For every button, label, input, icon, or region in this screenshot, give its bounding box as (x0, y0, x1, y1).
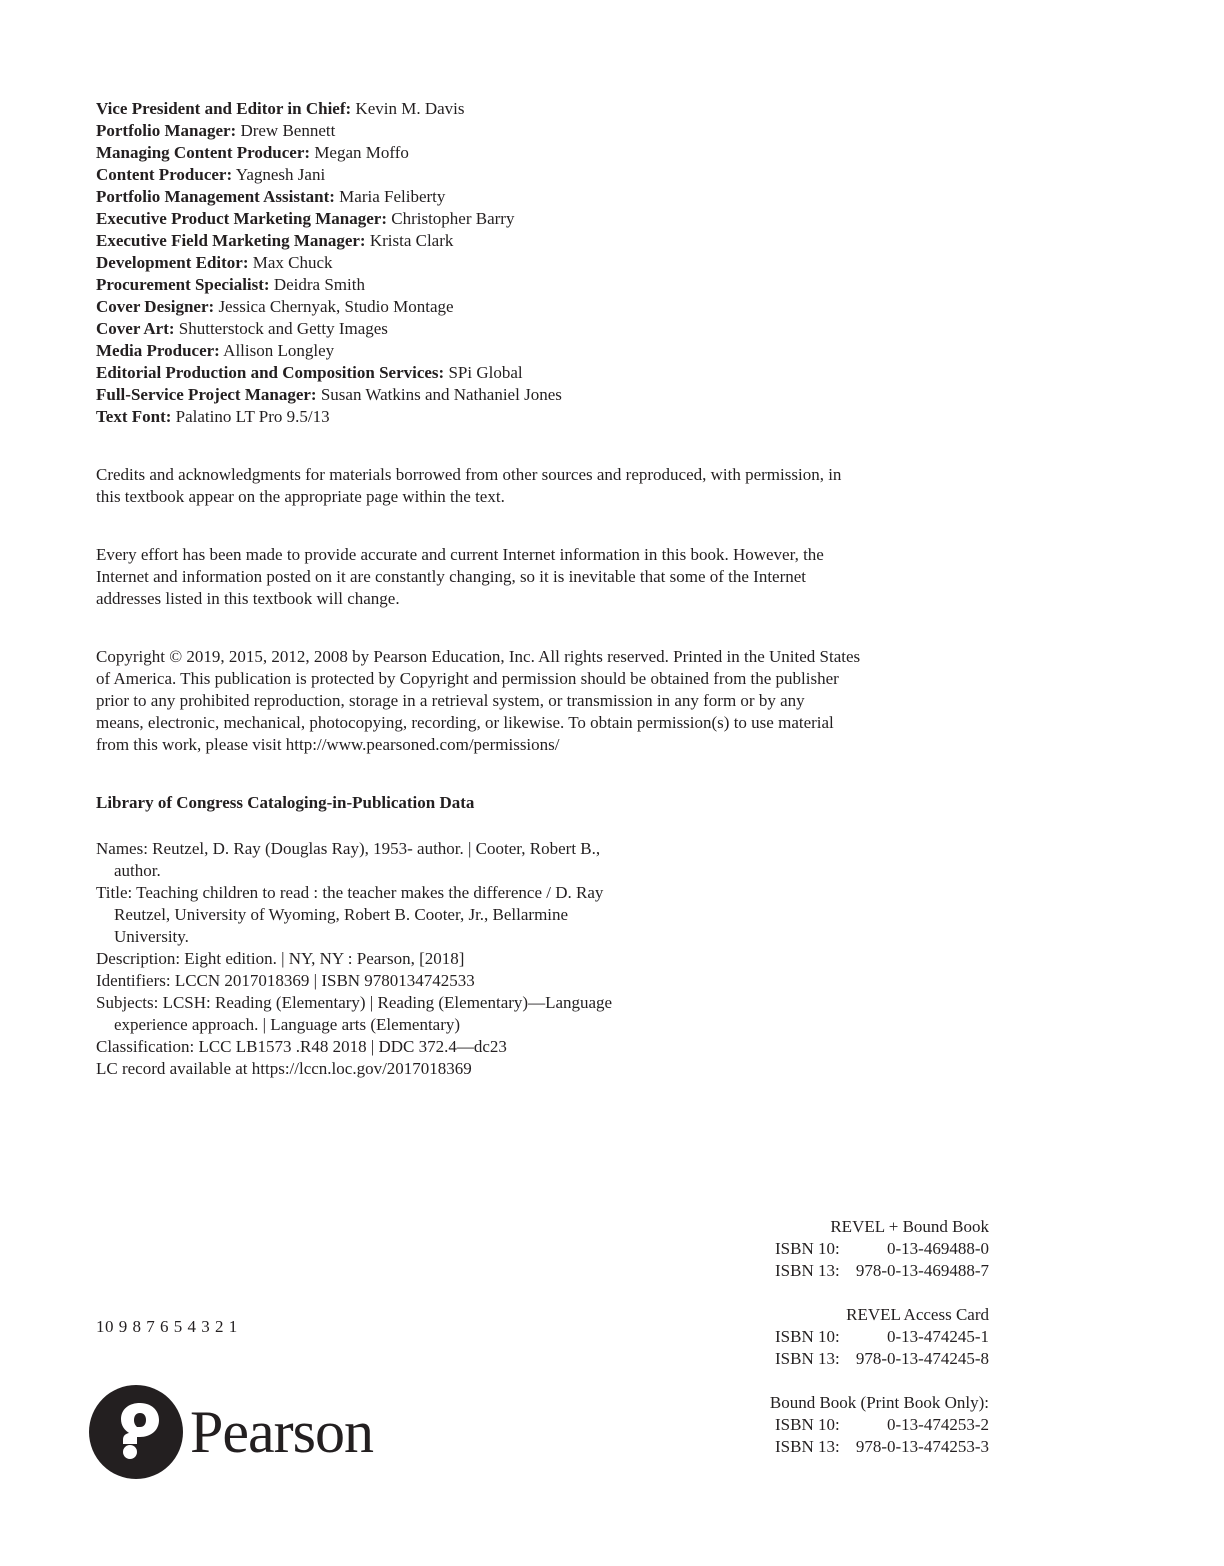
credit-line (96, 340, 996, 362)
isbn-row (729, 1260, 989, 1282)
isbn-row (729, 1414, 989, 1436)
credit-role: Content Producer: (96, 165, 233, 184)
paragraph-line: of America. This publication is protected by Copyright and permission should be obtained from the publisher (96, 669, 839, 688)
credit-line (96, 252, 996, 274)
cip-line: University. (114, 927, 189, 946)
credit-role: Portfolio Management Assistant: (96, 187, 335, 206)
credit-line (96, 274, 996, 296)
credit-line (96, 186, 996, 208)
cip-line: Reutzel, University of Wyoming, Robert B. Cooter, Jr., Bellarmine (114, 905, 569, 924)
credits-acknowledgment-paragraph (96, 464, 996, 508)
isbn-block (729, 1304, 989, 1370)
paragraph-line: this textbook appear on the appropriate page within the text. (96, 487, 505, 506)
isbn-row (729, 1348, 989, 1370)
credit-role: Cover Art: (96, 319, 175, 338)
credit-role: Development Editor: (96, 253, 249, 272)
cip-line: experience approach. | Language arts (Elementary) (114, 1015, 461, 1034)
credit-line (96, 120, 996, 142)
credit-role: Vice President and Editor in Chief: (96, 99, 352, 118)
isbn-label: ISBN 13: (775, 1437, 840, 1456)
credit-role: Executive Product Marketing Manager: (96, 209, 387, 228)
credit-role: Text Font: (96, 407, 172, 426)
copyright-paragraph (96, 646, 996, 756)
paragraph-line: addresses listed in this textbook will change. (96, 589, 400, 608)
credit-role: Cover Designer: (96, 297, 215, 316)
credit-name: Allison Longley (219, 341, 335, 360)
credit-line (96, 362, 996, 384)
internet-disclaimer-paragraph (96, 544, 996, 610)
isbn-blocks (729, 1216, 989, 1480)
isbn-value: 0-13-474253-2 (887, 1415, 989, 1434)
credit-role: Executive Field Marketing Manager: (96, 231, 366, 250)
credit-role: Procurement Specialist: (96, 275, 270, 294)
isbn-value: 0-13-474245-1 (887, 1327, 989, 1346)
isbn-value: 978-0-13-474253-3 (855, 1437, 989, 1456)
credit-line (96, 296, 996, 318)
isbn-label: ISBN 13: (775, 1261, 840, 1280)
cip-line: Names: Reutzel, D. Ray (Douglas Ray), 1953- author. | Cooter, Robert B., (96, 839, 601, 858)
credit-name: Susan Watkins and Nathaniel Jones (316, 385, 562, 404)
cip-line: Title: Teaching children to read : the teacher makes the difference / D. Ray (96, 883, 604, 902)
credit-name: Deidra Smith (269, 275, 365, 294)
pearson-p-icon (88, 1384, 184, 1480)
paragraph-line: Every effort has been made to provide accurate and current Internet information in this book. However, the (96, 545, 824, 564)
isbn-value: 978-0-13-474245-8 (855, 1349, 989, 1368)
paragraph-line: Credits and acknowledgments for materials borrowed from other sources and reproduced, with permission, in (96, 465, 842, 484)
credit-line (96, 164, 996, 186)
isbn-value: 0-13-469488-0 (887, 1239, 989, 1258)
isbn-block (729, 1216, 989, 1282)
credit-line (96, 98, 996, 120)
cip-line: author. (114, 861, 161, 880)
isbn-row (729, 1436, 989, 1458)
isbn-block-title: Bound Book (Print Book Only): (769, 1393, 989, 1412)
paragraph-line: prior to any prohibited reproduction, storage in a retrieval system, or transmission in any form or by any (96, 691, 805, 710)
credits-list (96, 98, 996, 428)
isbn-row (729, 1238, 989, 1260)
credit-line (96, 318, 996, 340)
credit-name: Christopher Barry (386, 209, 515, 228)
credit-name: Palatino LT Pro 9.5/13 (171, 407, 330, 426)
credit-name: Krista Clark (365, 231, 454, 250)
cip-line: LC record available at https://lccn.loc.gov/2017018369 (96, 1059, 472, 1078)
credit-role: Portfolio Manager: (96, 121, 237, 140)
cip-line: Identifiers: LCCN 2017018369 | ISBN 9780134742533 (96, 971, 475, 990)
paragraph-line: Internet and information posted on it are constantly changing, so it is inevitable that some of the Internet (96, 567, 807, 586)
cip-line: Subjects: LCSH: Reading (Elementary) | Reading (Elementary)—Language (96, 993, 613, 1012)
credit-name: Maria Feliberty (334, 187, 446, 206)
isbn-block-title: REVEL Access Card (846, 1305, 989, 1324)
credit-name: SPi Global (444, 363, 523, 382)
credit-line (96, 142, 996, 164)
credit-name: Shutterstock and Getty Images (174, 319, 388, 338)
isbn-row (729, 1326, 989, 1348)
isbn-label: ISBN 13: (775, 1349, 840, 1368)
isbn-block-title: REVEL + Bound Book (830, 1217, 989, 1236)
credit-line (96, 208, 996, 230)
cip-record (96, 838, 736, 1080)
credit-name: Yagnesh Jani (232, 165, 326, 184)
isbn-label: ISBN 10: (775, 1327, 840, 1346)
credit-line (96, 230, 996, 252)
pearson-logo (88, 1384, 373, 1480)
paragraph-line: means, electronic, mechanical, photocopying, recording, or likewise. To obtain permission(s) to use material (96, 713, 834, 732)
credit-role: Media Producer: (96, 341, 220, 360)
credit-name: Drew Bennett (236, 121, 336, 140)
printing-line: 10 9 8 7 6 5 4 3 2 1 (96, 1317, 238, 1336)
credit-name: Megan Moffo (310, 143, 409, 162)
cip-line: Classification: LCC LB1573 .R48 2018 | DDC 372.4—dc23 (96, 1037, 507, 1056)
isbn-value: 978-0-13-469488-7 (855, 1261, 989, 1280)
credit-name: Max Chuck (248, 253, 333, 272)
credit-name: Kevin M. Davis (351, 99, 465, 118)
isbn-label: ISBN 10: (775, 1239, 840, 1258)
credit-name: Jessica Chernyak, Studio Montage (214, 297, 454, 316)
paragraph-line: Copyright © 2019, 2015, 2012, 2008 by Pearson Education, Inc. All rights reserved. Printed in the United States (96, 647, 861, 666)
credit-role: Full-Service Project Manager: (96, 385, 317, 404)
credit-role: Editorial Production and Composition Services: (96, 363, 445, 382)
pearson-wordmark: Pearson (190, 1399, 373, 1465)
credit-line (96, 406, 996, 428)
credit-line (96, 384, 996, 406)
isbn-block (729, 1392, 989, 1458)
credit-role: Managing Content Producer: (96, 143, 311, 162)
cip-heading: Library of Congress Cataloging-in-Publication Data (96, 793, 475, 812)
paragraph-line: from this work, please visit http://www.pearsoned.com/permissions/ (96, 735, 560, 754)
isbn-label: ISBN 10: (775, 1415, 840, 1434)
cip-line: Description: Eight edition. | NY, NY : Pearson, [2018] (96, 949, 465, 968)
